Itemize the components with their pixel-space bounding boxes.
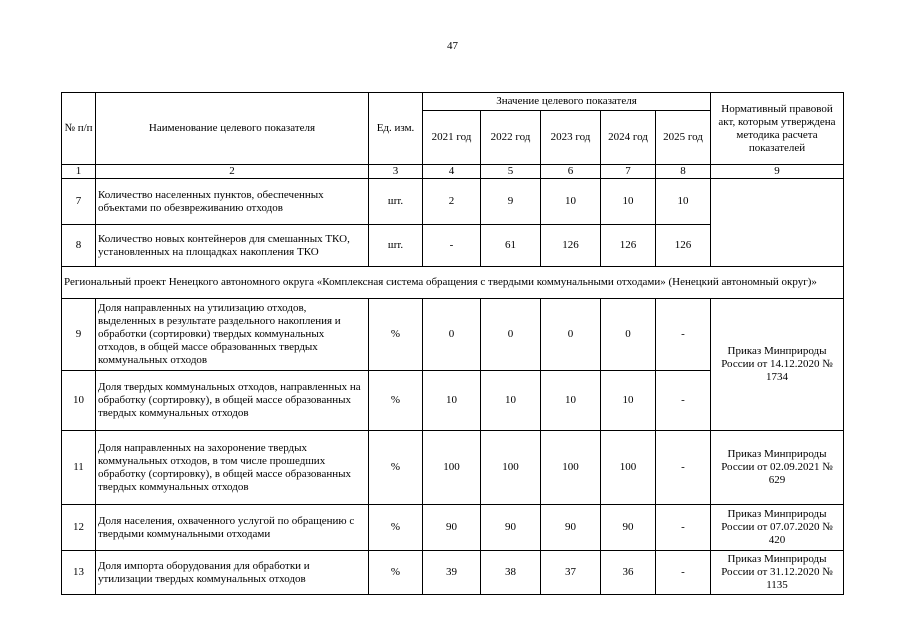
table-row bbox=[62, 551, 844, 595]
section-title: Региональный проект Ненецкого автономного округа «Комплексная система обращения с твердыми коммунальными отходами» (Ненецкий автономный округ)» bbox=[62, 267, 844, 299]
row-value: - bbox=[656, 505, 711, 551]
row-unit: шт. bbox=[369, 225, 423, 267]
table-row bbox=[62, 299, 844, 371]
row-num: 11 bbox=[62, 431, 96, 505]
row-value: - bbox=[656, 431, 711, 505]
header-unit: Ед. изм. bbox=[369, 93, 423, 165]
table-row bbox=[62, 179, 844, 225]
header-num: № п/п bbox=[62, 93, 96, 165]
row-unit: % bbox=[369, 371, 423, 431]
row-name: Доля импорта оборудования для обработки и утилизации твердых коммунальных отходов bbox=[96, 551, 369, 595]
row-value: - bbox=[423, 225, 481, 267]
row-num: 12 bbox=[62, 505, 96, 551]
row-name: Количество новых контейнеров для смешанных ТКО, установленных на площадках накопления ТКО bbox=[96, 225, 369, 267]
header-year: 2024 год bbox=[601, 111, 656, 165]
row-value: 90 bbox=[601, 505, 656, 551]
row-unit: шт. bbox=[369, 179, 423, 225]
header-year: 2022 год bbox=[481, 111, 541, 165]
section-row bbox=[62, 267, 844, 299]
row-act: Приказ Минприроды России от 31.12.2020 № 1135 bbox=[711, 551, 844, 595]
row-value: 36 bbox=[601, 551, 656, 595]
row-name: Доля направленных на захоронение твердых коммунальных отходов, в том числе прошедших обработку (сортировку), в общей массе образованных твердых коммунальных отходов bbox=[96, 431, 369, 505]
row-num: 8 bbox=[62, 225, 96, 267]
row-value: 90 bbox=[423, 505, 481, 551]
row-value: 10 bbox=[541, 371, 601, 431]
page-number: 47 bbox=[447, 40, 458, 52]
row-name: Количество населенных пунктов, обеспеченных объектами по обезвреживанию отходов bbox=[96, 179, 369, 225]
row-value: 90 bbox=[541, 505, 601, 551]
row-value: 61 bbox=[481, 225, 541, 267]
row-value: 10 bbox=[656, 179, 711, 225]
column-numbers-row bbox=[62, 165, 844, 179]
table-row bbox=[62, 431, 844, 505]
header-year: 2025 год bbox=[656, 111, 711, 165]
column-number: 1 bbox=[62, 165, 96, 179]
header-group: Значение целевого показателя bbox=[423, 93, 711, 111]
row-unit: % bbox=[369, 299, 423, 371]
row-value: 126 bbox=[656, 225, 711, 267]
column-number: 2 bbox=[96, 165, 369, 179]
row-value: 0 bbox=[601, 299, 656, 371]
column-number: 3 bbox=[369, 165, 423, 179]
row-name: Доля населения, охваченного услугой по обращению с твердыми коммунальными отходами bbox=[96, 505, 369, 551]
row-value: 10 bbox=[601, 179, 656, 225]
row-value: 90 bbox=[481, 505, 541, 551]
row-value: 100 bbox=[601, 431, 656, 505]
row-value: 9 bbox=[481, 179, 541, 225]
column-number: 7 bbox=[601, 165, 656, 179]
target-indicators-table bbox=[61, 92, 844, 595]
row-name: Доля направленных на утилизацию отходов, выделенных в результате раздельного накопления и обработки (сортировки) твердых коммунальных отходов, в общей массе образованных твердых коммунальных отходов bbox=[96, 299, 369, 371]
row-num: 9 bbox=[62, 299, 96, 371]
row-value: 0 bbox=[423, 299, 481, 371]
row-value: 100 bbox=[541, 431, 601, 505]
column-number: 9 bbox=[711, 165, 844, 179]
row-value: - bbox=[656, 371, 711, 431]
header-act: Нормативный правовой акт, которым утверждена методика расчета показателей bbox=[711, 93, 844, 165]
row-value: 38 bbox=[481, 551, 541, 595]
row-num: 7 bbox=[62, 179, 96, 225]
row-value: 39 bbox=[423, 551, 481, 595]
row-act bbox=[711, 179, 844, 267]
row-value: 100 bbox=[423, 431, 481, 505]
row-value: - bbox=[656, 299, 711, 371]
column-number: 4 bbox=[423, 165, 481, 179]
row-value: 126 bbox=[601, 225, 656, 267]
row-value: - bbox=[656, 551, 711, 595]
row-value: 10 bbox=[601, 371, 656, 431]
column-number: 6 bbox=[541, 165, 601, 179]
header-year: 2021 год bbox=[423, 111, 481, 165]
row-value: 2 bbox=[423, 179, 481, 225]
column-number: 8 bbox=[656, 165, 711, 179]
header-name: Наименование целевого показателя bbox=[96, 93, 369, 165]
row-value: 10 bbox=[541, 179, 601, 225]
row-unit: % bbox=[369, 551, 423, 595]
row-value: 10 bbox=[481, 371, 541, 431]
column-number: 5 bbox=[481, 165, 541, 179]
row-act: Приказ Минприроды России от 14.12.2020 № 1734 bbox=[711, 299, 844, 431]
row-num: 13 bbox=[62, 551, 96, 595]
row-value: 0 bbox=[481, 299, 541, 371]
header-year: 2023 год bbox=[541, 111, 601, 165]
table-row bbox=[62, 505, 844, 551]
row-value: 126 bbox=[541, 225, 601, 267]
row-value: 10 bbox=[423, 371, 481, 431]
row-act: Приказ Минприроды России от 07.07.2020 № 420 bbox=[711, 505, 844, 551]
row-name: Доля твердых коммунальных отходов, направленных на обработку (сортировку), в общей массе образованных твердых коммунальных отходов bbox=[96, 371, 369, 431]
row-act: Приказ Минприроды России от 02.09.2021 № 629 bbox=[711, 431, 844, 505]
row-value: 100 bbox=[481, 431, 541, 505]
row-value: 37 bbox=[541, 551, 601, 595]
row-num: 10 bbox=[62, 371, 96, 431]
row-value: 0 bbox=[541, 299, 601, 371]
row-unit: % bbox=[369, 505, 423, 551]
row-unit: % bbox=[369, 431, 423, 505]
